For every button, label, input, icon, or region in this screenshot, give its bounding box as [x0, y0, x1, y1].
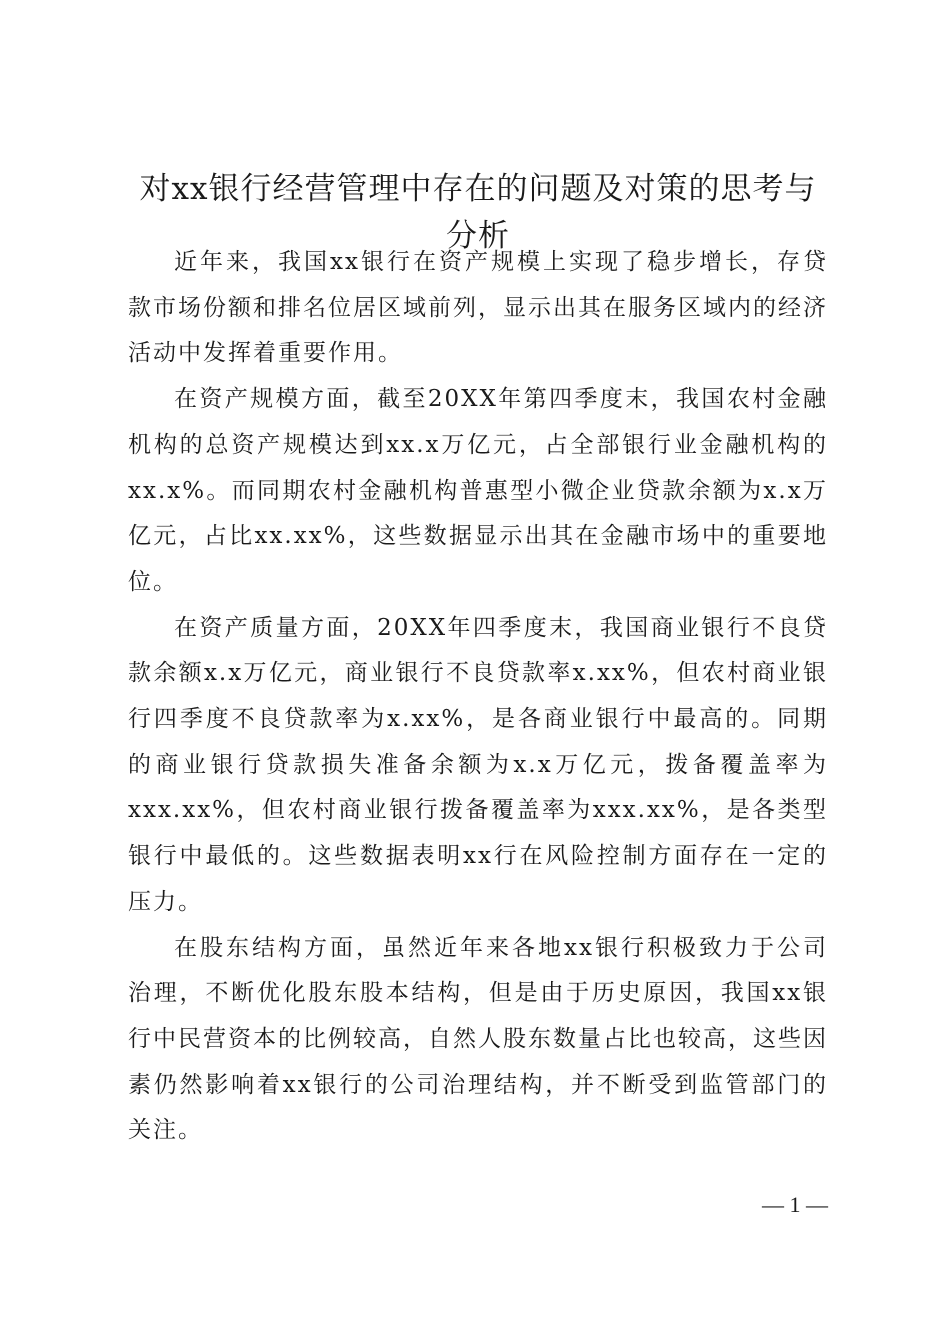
document-body: [128, 240, 828, 1154]
paragraph-asset-quality: 在资产质量方面，20XX年四季度末，我国商业银行不良贷款余额x.x万亿元，商业银行不良贷款率x.xx%，但农村商业银行四季度不良贷款率为x.xx%，是各商业银行中最高的。同期的商业银行贷款损失准备余额为x.x万亿元，拨备覆盖率为xxx.xx%，但农村商业银行拨备覆盖率为xxx.xx%，是各类型银行中最低的。这些数据表明xx行在风险控制方面存在一定的压力。: [128, 614, 828, 915]
paragraph-intro: 近年来，我国xx银行在资产规模上实现了稳步增长，存贷款市场份额和排名位居区域前列，显示出其在服务区域内的经济活动中发挥着重要作用。: [128, 249, 828, 367]
document-title: 对xx银行经营管理中存在的问题及对策的思考与分析: [139, 171, 817, 254]
page-number: — 1 —: [762, 1192, 828, 1217]
paragraph-asset-scale: 在资产规模方面，截至20XX年第四季度末，我国农村金融机构的总资产规模达到xx.x万亿元，占全部银行业金融机构的xx.x%。而同期农村金融机构普惠型小微企业贷款余额为x.x万亿元，占比xx.xx%，这些数据显示出其在金融市场中的重要地位。: [128, 386, 828, 595]
paragraph-shareholder-structure: 在股东结构方面，虽然近年来各地xx银行积极致力于公司治理，不断优化股东股本结构，但是由于历史原因，我国xx银行中民营资本的比例较高，自然人股东数量占比也较高，这些因素仍然影响着xx银行的公司治理结构，并不断受到监管部门的关注。: [128, 934, 828, 1144]
